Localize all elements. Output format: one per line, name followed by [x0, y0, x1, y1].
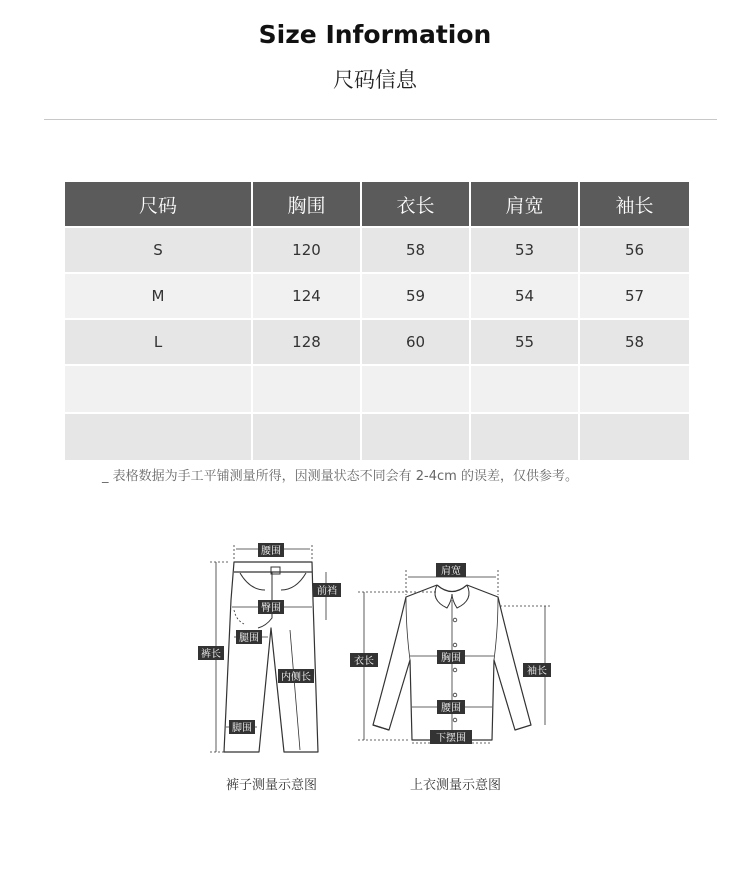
table-header-row	[65, 182, 689, 226]
table-cell: 58	[580, 318, 689, 364]
header-cell-length: 衣长	[362, 182, 471, 226]
page-title: Size Information	[258, 20, 492, 49]
table-cell: L	[65, 318, 253, 364]
table-cell: S	[65, 226, 253, 272]
label-inseam: 内侧长	[281, 672, 311, 683]
pants-diagram	[190, 536, 350, 766]
pants-diagram-caption: 裤子测量示意图	[226, 778, 318, 793]
table-cell: 120	[253, 226, 362, 272]
divider	[44, 119, 717, 120]
table-cell: 54	[471, 272, 580, 318]
header-cell-shoulder: 肩宽	[471, 182, 580, 226]
label-pants-length: 裤长	[201, 649, 221, 660]
table-row	[65, 272, 689, 318]
shirt-diagram	[345, 536, 555, 766]
label-chest: 胸围	[441, 653, 461, 664]
table-cell	[471, 412, 580, 460]
table-cell: 57	[580, 272, 689, 318]
table-cell: 60	[362, 318, 471, 364]
table-cell	[253, 364, 362, 412]
table-row	[65, 412, 689, 460]
label-shirt-length: 衣长	[354, 656, 374, 667]
table-cell	[580, 364, 689, 412]
label-shoulder: 肩宽	[441, 566, 461, 577]
table-cell: 59	[362, 272, 471, 318]
table-cell: 55	[471, 318, 580, 364]
table-cell: 124	[253, 272, 362, 318]
header-cell-sleeve: 袖长	[580, 182, 689, 226]
table-row	[65, 364, 689, 412]
table-row	[65, 318, 689, 364]
table-cell: 128	[253, 318, 362, 364]
label-sleeve: 袖长	[527, 666, 547, 677]
label-shirt-waist: 腰围	[441, 703, 461, 714]
table-row	[65, 226, 689, 272]
size-table	[65, 182, 689, 460]
table-cell	[362, 364, 471, 412]
header-cell-chest: 胸围	[253, 182, 362, 226]
label-hip: 臀围	[261, 603, 281, 614]
shirt-diagram-caption: 上衣测量示意图	[410, 778, 502, 793]
label-thigh: 腿围	[239, 633, 259, 644]
label-rise: 前裆	[317, 586, 337, 597]
table-cell: 56	[580, 226, 689, 272]
measurement-note: _ 表格数据为手工平铺测量所得，因测量状态不同会有 2-4cm 的误差，仅供参考。	[102, 469, 578, 484]
table-cell	[65, 412, 253, 460]
table-cell	[471, 364, 580, 412]
table-cell: 58	[362, 226, 471, 272]
table-cell: M	[65, 272, 253, 318]
table-cell	[65, 364, 253, 412]
table-cell	[253, 412, 362, 460]
page-subtitle: 尺码信息	[333, 68, 417, 92]
table-cell: 53	[471, 226, 580, 272]
label-hem: 脚围	[232, 723, 252, 734]
table-cell	[362, 412, 471, 460]
table-cell	[580, 412, 689, 460]
label-shirt-hem: 下摆围	[436, 733, 466, 744]
header-cell-size: 尺码	[65, 182, 253, 226]
label-waist: 腰围	[261, 546, 281, 557]
